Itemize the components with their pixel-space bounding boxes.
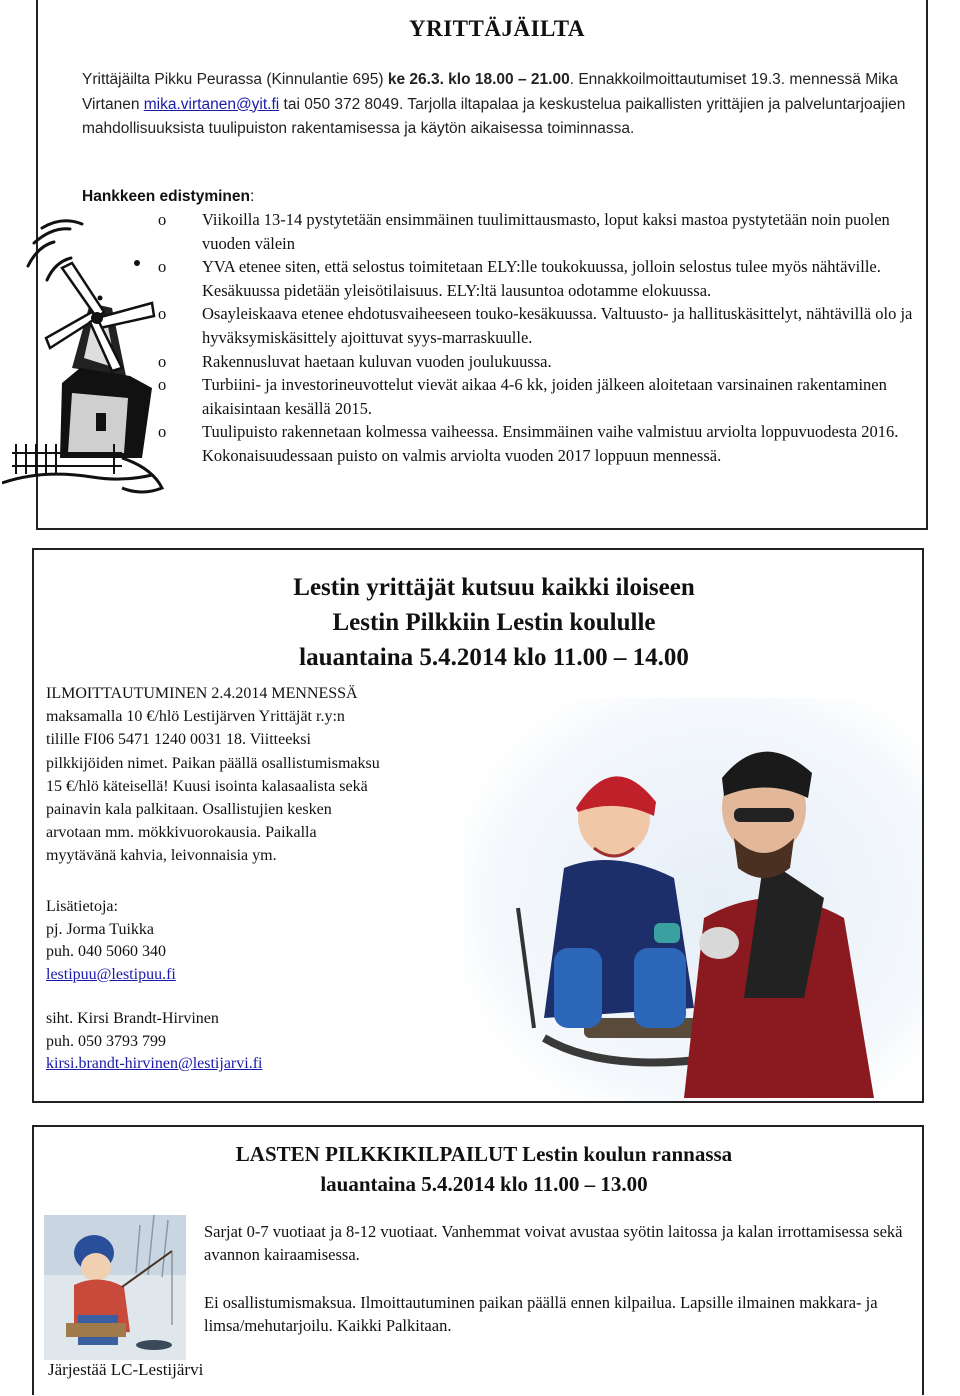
list-item: o Turbiini- ja investorineuvottelut vievät aikaa 4-6 kk, joiden jälkeen aloitetaan varsinainen rakentaminen aikaisintaan kesällä 2015.	[158, 375, 887, 418]
bullet-marker: o	[158, 257, 167, 277]
contact-info	[46, 896, 346, 1076]
info-label: Lisätietoja:	[46, 898, 118, 915]
progress-list	[38, 208, 928, 468]
registration-line: ILMOITTAUTUMINEN 2.4.2014 MENNESSÄ	[46, 685, 358, 702]
contact-email-link[interactable]: mika.virtanen@yit.fi	[143, 95, 280, 113]
list-item: o Tuulipuisto rakennetaan kolmessa vaiheessa. Ensimmäinen vaihe valmistuu arviolta loppuvuodesta 2016. Kokonaisuudessaan puisto on valmis arviolta vuoden 2017 loppuun mennessä.	[158, 422, 899, 465]
competition-fee-text: Ei osallistumismaksua. Ilmoittautuminen paikan päällä ennen kilpailua. Lapsille ilmainen makkara- ja limsa/mehutarjoilu. Kaikki Palkitaan.	[204, 1293, 878, 1335]
bullet-marker: o	[158, 375, 167, 395]
contact1-email-link[interactable]: lestipuu@lestipuu.fi	[46, 965, 176, 983]
bullet-marker: o	[158, 422, 167, 442]
registration-line: myytävänä kahvia, leivonnaisia ym.	[46, 847, 277, 865]
registration-line: tilille FI06 5471 1240 0031 18. Viitteeksi	[46, 731, 311, 749]
kids-competition-box	[32, 1125, 924, 1395]
event-headline: Lestin yrittäjät kutsuu kaikki iloiseen Lestin Pilkkiin Lestin koululle lauantaina 5.4.2014 klo 11.00 – 14.00	[293, 574, 695, 671]
registration-line: arvotaan mm. mökkivuorokausia. Paikalla	[46, 824, 317, 842]
intro-text-start: Yrittäjäilta Pikku Peurassa (Kinnulantie 695)	[82, 71, 388, 88]
child-ice-fishing-illustration	[44, 1215, 186, 1360]
list-item: o Viikoilla 13-14 pystytetään ensimmäinen tuulimittausmasto, loput kaksi mastoa pystytetään noin puolen vuoden välein	[158, 210, 890, 253]
contact2-name: siht. Kirsi Brandt-Hirvinen	[46, 1010, 219, 1027]
entrepreneur-evening-box	[36, 0, 928, 530]
registration-line: pilkkijöiden nimet. Paikan päällä osallistumismaksu	[46, 754, 380, 772]
bullet-marker: o	[158, 351, 167, 371]
list-item: o Osayleiskaava etenee ehdotusvaiheeseen touko-kesäkuussa. Valtuusto- ja hallituskäsittelyt, nähtävillä olo ja hyväksymiskäsittely ajoittuvat syys-marraskuulle.	[158, 304, 913, 347]
list-item: o YVA etenee siten, että selostus toimitetaan ELY:lle toukokuussa, jolloin selostus tulee myös nähtäville. Kesäkuussa pidetään yleisötilaisuus. ELY:ltä lausuntoa odotamme elokuussa.	[158, 257, 881, 300]
intro-text-end: tai 050 372 8049. Tarjolla iltapalaa ja keskustelua paikallisten yrittäjien ja palveluntarjoajien mahdollisuuksista tuulipuiston rakentamisessa ja käytön aikaisessa toiminnassa.	[82, 95, 906, 137]
bullet-marker: o	[158, 304, 167, 324]
registration-line: 15 €/hlö käteisellä! Kuusi isointa kalasaalista sekä	[46, 777, 368, 795]
intro-text-mid: . Ennakkoilmoittautumiset 19.3. mennessä Mika Virtanen	[82, 71, 898, 113]
competition-series-text: Sarjat 0-7 vuotiaat ja 8-12 vuotiaat. Vanhemmat voivat avustaa syötin laitossa ja kalan irrottamisessa sekä avannon kairaamisessa.	[204, 1222, 903, 1264]
contact2-email-link[interactable]: kirsi.brandt-hirvinen@lestijarvi.fi	[46, 1055, 263, 1072]
progress-heading: Hankkeen edistyminen:	[82, 188, 255, 205]
event-date: ke 26.3. klo 18.00 – 21.00	[387, 71, 570, 88]
contact1-phone: puh. 040 5060 340	[46, 943, 166, 960]
ice-fishing-photo	[464, 698, 924, 1103]
section-title: YRITTÄJÄILTA	[409, 16, 585, 41]
registration-line: maksamalla 10 €/hlö Lestijärven Yrittäjät r.y:n	[46, 708, 345, 726]
registration-line: painavin kala palkitaan. Osallistujien kesken	[46, 801, 332, 819]
bullet-marker: o	[158, 210, 167, 229]
organizer-text: Järjestää LC-Lestijärvi	[48, 1360, 204, 1379]
competition-headline: LASTEN PILKKIKILPAILUT Lestin koulun rannassa lauantaina 5.4.2014 klo 11.00 – 13.00	[235, 1142, 733, 1196]
contact2-phone: puh. 050 3793 799	[46, 1032, 166, 1050]
intro-paragraph	[82, 68, 922, 142]
registration-info	[46, 682, 476, 868]
contact1-name: pj. Jorma Tuikka	[46, 920, 155, 938]
list-item: o Rakennusluvat haetaan kuluvan vuoden joulukuussa.	[38, 350, 928, 374]
ice-fishing-event-box	[32, 548, 924, 1103]
